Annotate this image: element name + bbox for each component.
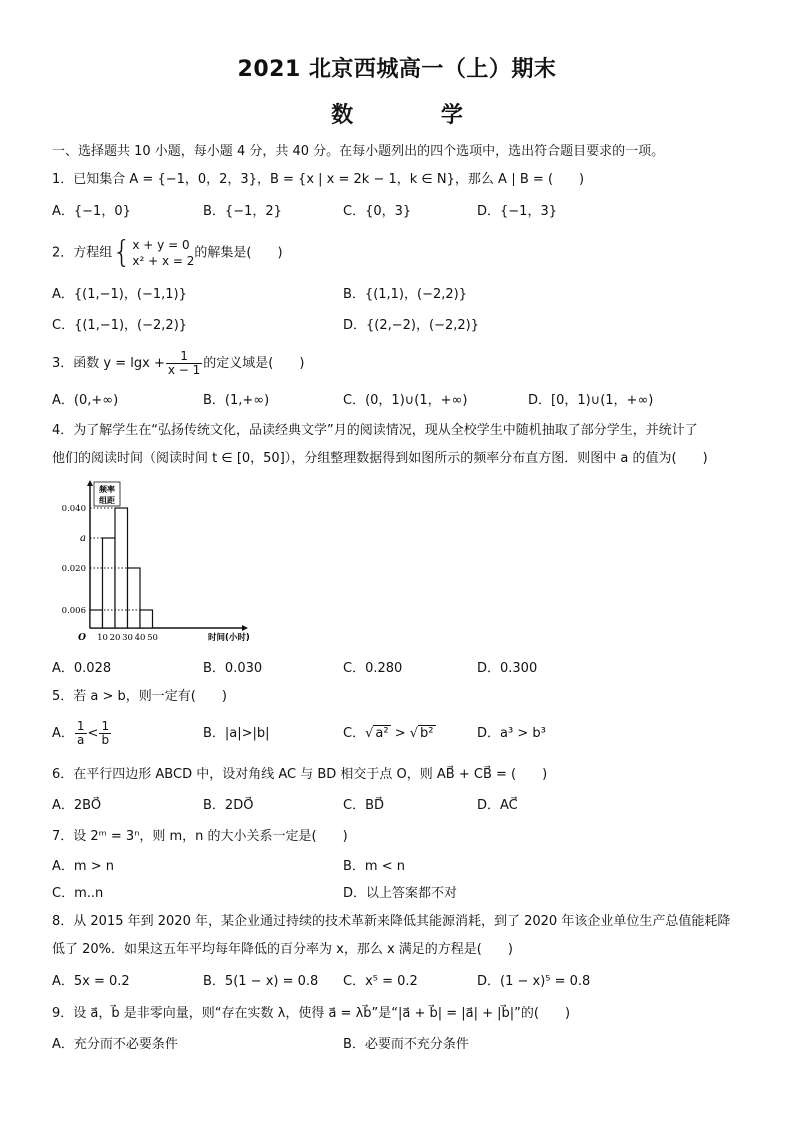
q5-a-fraction-1 — [75, 720, 87, 747]
q4-option-a: A．0.028 — [52, 661, 112, 676]
q2-option-a: A．{(1,−1)，(−1,1)} — [52, 287, 187, 302]
x-tick-label: 10 — [97, 633, 108, 643]
q1-stem-end: B = ( ) — [519, 172, 585, 187]
y-tick-label: 0.040 — [61, 504, 86, 514]
q5-a-fraction-2 — [99, 720, 111, 747]
q5-c-op: > — [390, 726, 410, 741]
origin-label: O — [78, 633, 86, 643]
x-tick-label: 50 — [147, 633, 158, 643]
q7-stem: 7．设 2ᵐ = 3ⁿ，则 m，n 的大小关系一定是( ) — [52, 829, 348, 844]
q1-stem-text: 1．已知集合 A = {−1，0，2，3}，B = {x | x = 2k − 1，k ∈ N}，那么 A — [52, 172, 507, 187]
q5-c-sqrt-2: b² — [420, 726, 434, 741]
q3-fraction — [166, 350, 202, 377]
q2-stem-pre: 2．方程组 — [52, 245, 113, 261]
q3-stem-pre: 3．函数 y = lgx + — [52, 356, 165, 371]
q1-option-a: A．{−1，0} — [52, 204, 131, 219]
q5-c-label: C． — [343, 726, 366, 741]
q8-option-d: D．(1 − x)⁵ = 0.8 — [477, 974, 591, 989]
q2-equation-2: x² + x = 2 — [132, 254, 195, 268]
q3-option-d: D．[0，1)∪(1，+∞) — [528, 393, 654, 408]
q9-option-a: A．充分而不必要条件 — [52, 1037, 178, 1052]
q7-option-c: C．m..n — [52, 886, 104, 901]
q5-a-f2-den: b — [101, 733, 110, 747]
q2-stem — [52, 237, 283, 270]
q4-stem-line1: 4．为了解学生在“弘扬传统文化，品读经典文学”月的阅读情况，现从全校学生中随机抽取了部分学生，并统计了 — [52, 423, 698, 438]
histogram-bar — [90, 610, 103, 628]
q1-stem — [52, 171, 584, 189]
q5-option-c: C．√ a² > √ b² — [343, 726, 434, 741]
q7-option-d: D．以上答案都不对 — [343, 886, 458, 901]
x-tick-label: 40 — [134, 633, 146, 643]
q3-fraction-num: 1 — [166, 350, 202, 364]
q5-option-b: B．|a|>|b| — [203, 726, 270, 741]
q8-stem-line2: 低了 20%．如果这五年平均每年降低的百分率为 x，那么 x 满足的方程是( ) — [52, 942, 513, 957]
q9-stem: 9．设 a⃗，b⃗ 是非零向量，则“存在实数 λ，使得 a⃗ = λb⃗”是“|a⃗ + b⃗| = |a⃗| + |b⃗|”的( ) — [52, 1006, 571, 1021]
q5-a-op: < — [87, 726, 99, 741]
q2-equation-system — [132, 237, 194, 269]
y-tick-label: 0.020 — [61, 564, 86, 574]
frequency-histogram — [42, 478, 272, 648]
q5-stem: 5．若 a > b，则一定有( ) — [52, 689, 227, 704]
q6-option-a: A．2BO⃗ — [52, 798, 102, 813]
intersection-symbol — [513, 173, 514, 186]
q3-stem-post: 的定义域是( ) — [203, 356, 305, 371]
q5-a-label: A． — [52, 726, 74, 741]
q5-c-sqrt-1: a² — [375, 726, 389, 741]
subject-title: 数 学 — [331, 103, 503, 128]
section-heading: 一、选择题共 10 小题，每小题 4 分，共 40 分。在每小题列出的四个选项中，选出符合题目要求的一项。 — [52, 144, 665, 159]
q6-option-b: B．2DO⃗ — [203, 798, 254, 813]
brace-symbol: { — [112, 235, 132, 270]
histogram-bar — [140, 610, 153, 628]
q2-stem-post: 的解集是( ) — [194, 245, 283, 261]
q4-option-b: B．0.030 — [203, 661, 263, 676]
x-axis-label: 时间(小时) — [208, 633, 250, 643]
y-axis-label-line2: 组距 — [99, 496, 115, 505]
q1-option-d: D．{−1，3} — [477, 204, 557, 219]
q3-option-b: B．(1,+∞) — [203, 393, 270, 408]
q4-option-d: D．0.300 — [477, 661, 538, 676]
q6-option-d: D．AC⃗ — [477, 798, 518, 813]
q5-a-f1-num: 1 — [76, 719, 85, 733]
q3-option-a: A．(0,+∞) — [52, 393, 119, 408]
q5-option-d: D．a³ > b³ — [477, 726, 546, 741]
histogram-bar — [103, 538, 116, 628]
q2-option-c: C．{(1,−1)，(−2,2)} — [52, 318, 188, 333]
q4-stem-line2: 他们的阅读时间（阅读时间 t ∈ [0，50]），分组整理数据得到如图所示的频率分布直方图．则图中 a 的值为( ) — [52, 451, 708, 466]
y-tick-label: a — [80, 533, 86, 544]
x-tick-label: 30 — [122, 633, 133, 643]
x-tick-label: 20 — [109, 633, 121, 643]
q1-option-c: C．{0，3} — [343, 204, 412, 219]
q3-fraction-den: x − 1 — [167, 363, 201, 377]
q9-option-b: B．必要而不充分条件 — [343, 1037, 469, 1052]
q6-stem: 6．在平行四边形 ABCD 中，设对角线 AC 与 BD 相交于点 O，则 AB⃗ + CB⃗ = ( ) — [52, 767, 548, 782]
q7-option-b: B．m < n — [343, 859, 405, 874]
histogram-bar — [128, 568, 141, 628]
q6-option-c: C．BD⃗ — [343, 798, 385, 813]
q7-option-a: A．m > n — [52, 859, 114, 874]
q8-option-c: C．x⁵ = 0.2 — [343, 974, 418, 989]
q3-option-c: C．(0，1)∪(1，+∞) — [343, 393, 468, 408]
q5-a-f2-num: 1 — [101, 719, 110, 733]
y-tick-label: 0.006 — [61, 606, 86, 616]
q1-option-b: B．{−1，2} — [203, 204, 282, 219]
q8-option-b: B．5(1 − x) = 0.8 — [203, 974, 319, 989]
q3-stem — [52, 348, 304, 380]
q5-option-a — [52, 718, 112, 750]
q4-option-c: C．0.280 — [343, 661, 403, 676]
q2-option-d: D．{(2,−2)，(−2,2)} — [343, 318, 479, 333]
x-axis-arrow — [242, 625, 248, 631]
y-axis-arrow — [87, 480, 93, 486]
q2-equation-1: x + y = 0 — [132, 238, 190, 252]
q5-a-f1-den: a — [77, 733, 85, 747]
y-axis-label-line1: 频率 — [99, 485, 115, 494]
page-title: 2021 北京西城高一（上）期末 — [237, 57, 557, 82]
q2-option-b: B．{(1,1)，(−2,2)} — [343, 287, 467, 302]
q8-stem-line1: 8．从 2015 年到 2020 年，某企业通过持续的技术革新来降低其能源消耗，到了 2020 年该企业单位生产总值能耗降 — [52, 914, 731, 929]
q8-option-a: A．5x = 0.2 — [52, 974, 130, 989]
